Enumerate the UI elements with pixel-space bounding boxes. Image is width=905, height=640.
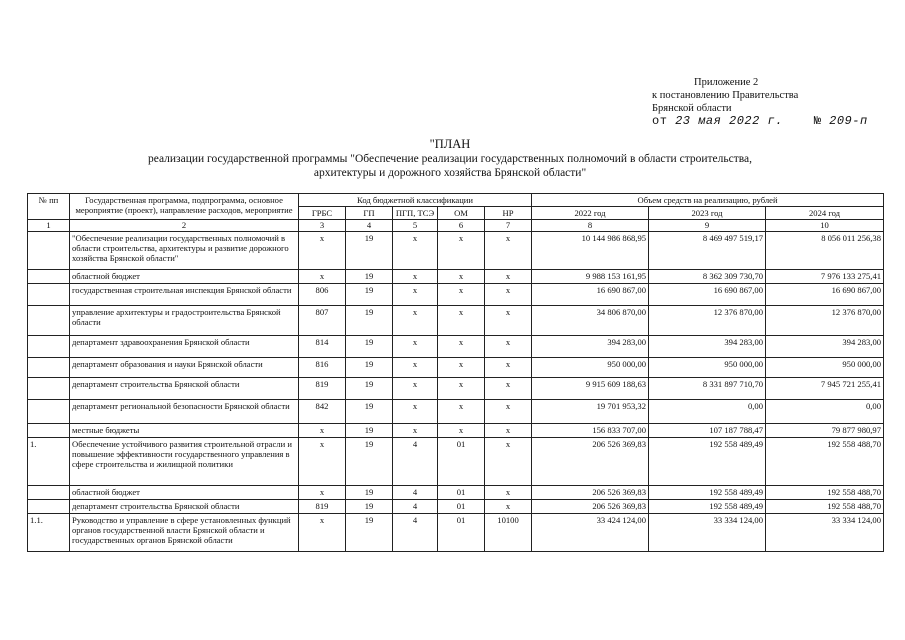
table-row [28,499,884,513]
index-cell: 9 [649,220,766,231]
plan-table [27,193,884,552]
row-grbs: х [299,437,346,485]
header-ppgp: ПГП, ТСЭ [393,207,438,220]
row-value-2022: 206 526 369,83 [532,485,649,499]
row-grbs: 814 [299,335,346,357]
header-np: НР [485,207,532,220]
table-row [28,335,884,357]
row-gp: 19 [346,335,393,357]
index-cell: 10 [766,220,884,231]
table-row [28,423,884,437]
row-ppgp: х [393,377,438,399]
header-name: Государственная программа, подпрограмма, основное мероприятие (проект), направление расходов, мероприятие [70,194,299,220]
row-ppgp: 4 [393,513,438,551]
table-row [28,283,884,305]
number-value: 209-п [829,114,868,128]
row-value-2023: 33 334 124,00 [649,513,766,551]
row-om: 01 [438,499,485,513]
row-name: областной бюджет [70,269,299,283]
row-np: х [485,499,532,513]
row-om: х [438,283,485,305]
number-label: № [813,114,822,128]
row-grbs: 819 [299,499,346,513]
row-grbs: х [299,269,346,283]
index-cell: 4 [346,220,393,231]
row-om: х [438,305,485,335]
row-value-2022: 19 701 953,32 [532,399,649,423]
row-value-2024: 7 976 133 275,41 [766,269,884,283]
row-ppgp: х [393,399,438,423]
table-row [28,305,884,335]
row-value-2024: 0,00 [766,399,884,423]
row-grbs: х [299,513,346,551]
row-value-2024: 8 056 011 256,38 [766,231,884,269]
header-gp: ГП [346,207,393,220]
table-row [28,399,884,423]
index-cell: 3 [299,220,346,231]
row-value-2022: 206 526 369,83 [532,437,649,485]
row-value-2024: 192 558 488,70 [766,437,884,485]
row-name: департамент строительства Брянской области [70,377,299,399]
row-np: х [485,399,532,423]
date-prefix: от [652,114,668,128]
index-cell: 2 [70,220,299,231]
row-number [28,231,70,269]
row-om: х [438,335,485,357]
row-value-2024: 33 334 124,00 [766,513,884,551]
row-number [28,485,70,499]
row-np: х [485,231,532,269]
appendix-region: Брянской области [652,103,732,114]
row-name: департамент строительства Брянской области [70,499,299,513]
row-np: х [485,485,532,499]
header-num: № пп [28,194,70,220]
table-row [28,357,884,377]
index-cell: 1 [28,220,70,231]
header-kbk: Код бюджетной классификации [299,194,532,207]
row-value-2022: 156 833 707,00 [532,423,649,437]
index-cell: 5 [393,220,438,231]
row-np: х [485,335,532,357]
row-name: областной бюджет [70,485,299,499]
row-om: х [438,357,485,377]
row-gp: 19 [346,377,393,399]
row-ppgp: х [393,335,438,357]
index-cell: 7 [485,220,532,231]
row-ppgp: 4 [393,499,438,513]
row-grbs: 816 [299,357,346,377]
row-gp: 19 [346,231,393,269]
row-number [28,399,70,423]
row-name: "Обеспечение реализации государственных полномочий в области строительства, архитектуры и развитие дорожного хозяйства Брянской области" [70,231,299,269]
row-name: Обеспечение устойчивого развития строительной отрасли и повышение эффективности государственного управления в сфере строительства и жилищной политики [70,437,299,485]
row-value-2023: 107 187 788,47 [649,423,766,437]
row-grbs: х [299,423,346,437]
row-np: х [485,377,532,399]
plan-heading: "ПЛАН [429,137,471,151]
row-grbs: х [299,231,346,269]
appendix-resolution: к постановлению Правительства [652,90,799,101]
row-gp: 19 [346,305,393,335]
document-title [40,137,860,180]
row-om: х [438,231,485,269]
row-np: 10100 [485,513,532,551]
row-grbs: 819 [299,377,346,399]
row-ppgp: х [393,231,438,269]
appendix-title: Приложение 2 [694,77,759,88]
row-name: местные бюджеты [70,423,299,437]
row-number [28,377,70,399]
row-om: х [438,269,485,283]
row-value-2023: 950 000,00 [649,357,766,377]
row-value-2024: 7 945 721 255,41 [766,377,884,399]
row-name: управление архитектуры и градостроительства Брянской области [70,305,299,335]
row-gp: 19 [346,283,393,305]
row-om: х [438,423,485,437]
row-value-2023: 8 469 497 519,17 [649,231,766,269]
row-number [28,305,70,335]
table-row [28,485,884,499]
row-value-2024: 950 000,00 [766,357,884,377]
date-value: 23 мая 2022 г. [675,114,783,128]
table-row [28,437,884,485]
row-np: х [485,423,532,437]
row-number [28,423,70,437]
title-line-1: реализации государственной программы "Обеспечение реализации государственных полномочий в области строительства, [147,153,753,165]
row-om: 01 [438,513,485,551]
row-value-2024: 16 690 867,00 [766,283,884,305]
row-number [28,335,70,357]
row-number [28,269,70,283]
row-value-2022: 16 690 867,00 [532,283,649,305]
row-name: государственная строительная инспекция Брянской области [70,283,299,305]
appendix-block [652,76,892,128]
row-value-2023: 192 558 489,49 [649,485,766,499]
row-value-2022: 206 526 369,83 [532,499,649,513]
row-number: 1.1. [28,513,70,551]
row-value-2023: 8 331 897 710,70 [649,377,766,399]
row-ppgp: х [393,283,438,305]
row-gp: 19 [346,357,393,377]
row-gp: 19 [346,499,393,513]
row-value-2022: 394 283,00 [532,335,649,357]
row-value-2024: 394 283,00 [766,335,884,357]
row-om: 01 [438,437,485,485]
header-2024: 2024 год [766,207,884,220]
row-value-2023: 8 362 309 730,70 [649,269,766,283]
row-om: х [438,377,485,399]
table-row [28,269,884,283]
row-grbs: х [299,485,346,499]
row-value-2023: 192 558 489,49 [649,499,766,513]
row-value-2024: 12 376 870,00 [766,305,884,335]
row-gp: 19 [346,399,393,423]
row-gp: 19 [346,437,393,485]
row-np: х [485,357,532,377]
row-gp: 19 [346,485,393,499]
row-value-2024: 192 558 488,70 [766,499,884,513]
row-value-2022: 9 915 609 188,63 [532,377,649,399]
row-grbs: 842 [299,399,346,423]
row-value-2023: 192 558 489,49 [649,437,766,485]
row-name: департамент образования и науки Брянской области [70,357,299,377]
row-np: х [485,283,532,305]
appendix-date-line [652,115,892,128]
row-ppgp: х [393,357,438,377]
row-ppgp: х [393,423,438,437]
header-2022: 2022 год [532,207,649,220]
row-value-2023: 0,00 [649,399,766,423]
row-name: Руководство и управление в сфере установленных функций органов государственной власти Брянской области и государственных органов Брянской области [70,513,299,551]
table-row [28,513,884,551]
row-value-2022: 950 000,00 [532,357,649,377]
row-om: х [438,399,485,423]
row-grbs: 807 [299,305,346,335]
row-value-2024: 192 558 488,70 [766,485,884,499]
row-number [28,283,70,305]
table-row [28,231,884,269]
row-gp: 19 [346,513,393,551]
row-np: х [485,437,532,485]
row-name: департамент здравоохранения Брянской области [70,335,299,357]
header-2023: 2023 год [649,207,766,220]
row-value-2023: 394 283,00 [649,335,766,357]
header-row-1 [28,194,884,207]
row-gp: 19 [346,269,393,283]
row-value-2022: 10 144 986 868,95 [532,231,649,269]
row-gp: 19 [346,423,393,437]
row-ppgp: 4 [393,485,438,499]
row-value-2022: 9 988 153 161,95 [532,269,649,283]
header-volume: Объем средств на реализацию, рублей [532,194,884,207]
title-line-2: архитектуры и дорожного хозяйства Брянской области" [313,167,587,179]
row-value-2024: 79 877 980,97 [766,423,884,437]
column-index-row [28,220,884,231]
index-cell: 6 [438,220,485,231]
row-name: департамент региональной безопасности Брянской области [70,399,299,423]
row-ppgp: х [393,269,438,283]
row-ppgp: 4 [393,437,438,485]
row-number [28,499,70,513]
row-value-2022: 34 806 870,00 [532,305,649,335]
row-ppgp: х [393,305,438,335]
index-cell: 8 [532,220,649,231]
row-np: х [485,269,532,283]
header-om: ОМ [438,207,485,220]
row-grbs: 806 [299,283,346,305]
header-grbs: ГРБС [299,207,346,220]
row-number [28,357,70,377]
row-value-2023: 16 690 867,00 [649,283,766,305]
row-om: 01 [438,485,485,499]
row-np: х [485,305,532,335]
row-number: 1. [28,437,70,485]
row-value-2022: 33 424 124,00 [532,513,649,551]
row-value-2023: 12 376 870,00 [649,305,766,335]
table-row [28,377,884,399]
